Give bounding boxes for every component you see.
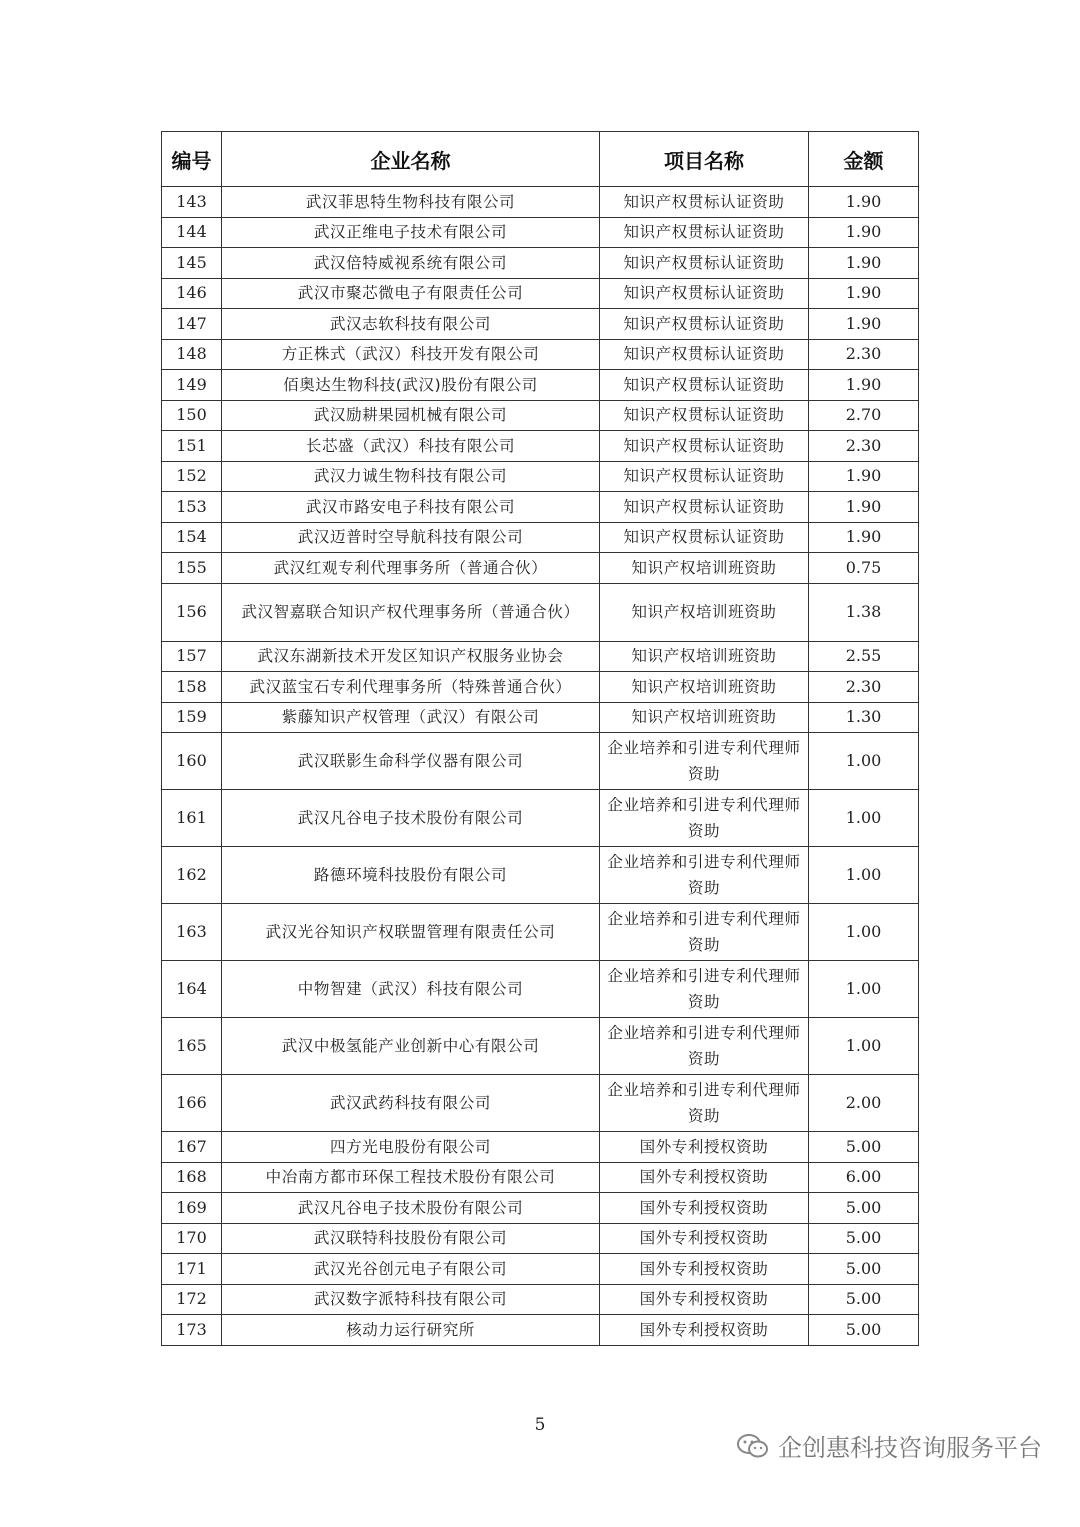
company-name: 武汉武药科技有限公司: [222, 1075, 600, 1132]
amount: 5.00: [809, 1223, 919, 1254]
project-name: 知识产权培训班资助: [600, 672, 809, 703]
company-name: 武汉中极氢能产业创新中心有限公司: [222, 1018, 600, 1075]
company-name: 武汉红观专利代理事务所（普通合伙）: [222, 553, 600, 584]
company-name: 武汉光谷创元电子有限公司: [222, 1254, 600, 1285]
amount: 2.70: [809, 400, 919, 431]
row-number: 168: [162, 1162, 222, 1193]
project-name: 知识产权贯标认证资助: [600, 370, 809, 401]
row-number: 164: [162, 961, 222, 1018]
company-name: 武汉联特科技股份有限公司: [222, 1223, 600, 1254]
table-row: [162, 1075, 919, 1132]
table-row: [162, 370, 919, 401]
amount: 1.00: [809, 790, 919, 847]
row-number: 171: [162, 1254, 222, 1285]
company-name: 长芯盛（武汉）科技有限公司: [222, 431, 600, 462]
amount: 1.90: [809, 248, 919, 279]
amount: 1.00: [809, 847, 919, 904]
company-name: 武汉联影生命科学仪器有限公司: [222, 733, 600, 790]
project-name: 知识产权培训班资助: [600, 702, 809, 733]
company-name: 武汉市聚芯微电子有限责任公司: [222, 278, 600, 309]
amount: 1.90: [809, 309, 919, 340]
company-name: 方正株式（武汉）科技开发有限公司: [222, 339, 600, 370]
amount: 1.00: [809, 904, 919, 961]
amount: 5.00: [809, 1254, 919, 1285]
project-name: 知识产权培训班资助: [600, 583, 809, 641]
row-number: 166: [162, 1075, 222, 1132]
row-number: 153: [162, 492, 222, 523]
amount: 1.90: [809, 278, 919, 309]
row-number: 144: [162, 217, 222, 248]
amount: 1.90: [809, 492, 919, 523]
company-name: 武汉志软科技有限公司: [222, 309, 600, 340]
row-number: 152: [162, 461, 222, 492]
project-name: 企业培养和引进专利代理师资助: [600, 790, 809, 847]
company-name: 紫藤知识产权管理（武汉）有限公司: [222, 702, 600, 733]
project-name: 企业培养和引进专利代理师资助: [600, 1075, 809, 1132]
row-number: 170: [162, 1223, 222, 1254]
row-number: 159: [162, 702, 222, 733]
amount: 2.00: [809, 1075, 919, 1132]
table-row: [162, 702, 919, 733]
watermark: [736, 1428, 1042, 1463]
project-name: 知识产权培训班资助: [600, 553, 809, 584]
row-number: 167: [162, 1132, 222, 1163]
table-row: [162, 1162, 919, 1193]
table-row: [162, 309, 919, 340]
project-name: 企业培养和引进专利代理师资助: [600, 961, 809, 1018]
amount: 2.30: [809, 431, 919, 462]
row-number: 158: [162, 672, 222, 703]
company-name: 路德环境科技股份有限公司: [222, 847, 600, 904]
project-name: 国外专利授权资助: [600, 1132, 809, 1163]
header-project: 项目名称: [600, 132, 809, 187]
amount: 1.90: [809, 187, 919, 218]
amount: 5.00: [809, 1193, 919, 1224]
company-name: 武汉倍特威视系统有限公司: [222, 248, 600, 279]
amount: 2.30: [809, 672, 919, 703]
company-name: 武汉迈普时空导航科技有限公司: [222, 522, 600, 553]
amount: 1.90: [809, 461, 919, 492]
row-number: 157: [162, 641, 222, 672]
amount: 2.30: [809, 339, 919, 370]
subsidy-table: [161, 131, 919, 1346]
table-row: [162, 187, 919, 218]
project-name: 知识产权贯标认证资助: [600, 309, 809, 340]
table-row: [162, 522, 919, 553]
project-name: 知识产权贯标认证资助: [600, 248, 809, 279]
company-name: 武汉菲思特生物科技有限公司: [222, 187, 600, 218]
table-row: [162, 1284, 919, 1315]
project-name: 知识产权贯标认证资助: [600, 431, 809, 462]
company-name: 武汉市路安电子科技有限公司: [222, 492, 600, 523]
amount: 1.38: [809, 583, 919, 641]
table-row: [162, 553, 919, 584]
table-row: [162, 733, 919, 790]
amount: 1.00: [809, 961, 919, 1018]
company-name: 四方光电股份有限公司: [222, 1132, 600, 1163]
row-number: 163: [162, 904, 222, 961]
amount: 1.30: [809, 702, 919, 733]
project-name: 知识产权贯标认证资助: [600, 339, 809, 370]
table-row: [162, 248, 919, 279]
table-row: [162, 790, 919, 847]
table-row: [162, 400, 919, 431]
project-name: 国外专利授权资助: [600, 1223, 809, 1254]
project-name: 企业培养和引进专利代理师资助: [600, 904, 809, 961]
watermark-text: 企创惠科技咨询服务平台: [778, 1434, 1042, 1462]
row-number: 172: [162, 1284, 222, 1315]
table-row: [162, 278, 919, 309]
row-number: 148: [162, 339, 222, 370]
project-name: 知识产权贯标认证资助: [600, 278, 809, 309]
project-name: 知识产权贯标认证资助: [600, 522, 809, 553]
company-name: 武汉智嘉联合知识产权代理事务所（普通合伙）: [222, 583, 600, 641]
row-number: 150: [162, 400, 222, 431]
table-row: [162, 847, 919, 904]
amount: 5.00: [809, 1315, 919, 1346]
company-name: 武汉东湖新技术开发区知识产权服务业协会: [222, 641, 600, 672]
project-name: 知识产权贯标认证资助: [600, 492, 809, 523]
row-number: 145: [162, 248, 222, 279]
row-number: 162: [162, 847, 222, 904]
company-name: 中冶南方都市环保工程技术股份有限公司: [222, 1162, 600, 1193]
amount: 1.00: [809, 1018, 919, 1075]
table-row: [162, 217, 919, 248]
amount: 6.00: [809, 1162, 919, 1193]
row-number: 161: [162, 790, 222, 847]
company-name: 武汉力诚生物科技有限公司: [222, 461, 600, 492]
table-row: [162, 583, 919, 641]
table-row: [162, 339, 919, 370]
table-row: [162, 1254, 919, 1285]
header-amount: 金额: [809, 132, 919, 187]
project-name: 知识产权贯标认证资助: [600, 187, 809, 218]
row-number: 154: [162, 522, 222, 553]
row-number: 149: [162, 370, 222, 401]
amount: 1.90: [809, 522, 919, 553]
table-row: [162, 641, 919, 672]
table-row: [162, 1132, 919, 1163]
project-name: 知识产权贯标认证资助: [600, 217, 809, 248]
table-row: [162, 672, 919, 703]
company-name: 中物智建（武汉）科技有限公司: [222, 961, 600, 1018]
header-company: 企业名称: [222, 132, 600, 187]
company-name: 核动力运行研究所: [222, 1315, 600, 1346]
table-row: [162, 1315, 919, 1346]
amount: 5.00: [809, 1132, 919, 1163]
wechat-icon: [736, 1432, 770, 1460]
amount: 1.00: [809, 733, 919, 790]
table-row: [162, 1018, 919, 1075]
table-header-row: [162, 132, 919, 187]
company-name: 武汉数字派特科技有限公司: [222, 1284, 600, 1315]
company-name: 武汉正维电子技术有限公司: [222, 217, 600, 248]
company-name: 武汉凡谷电子技术股份有限公司: [222, 790, 600, 847]
table-row: [162, 1193, 919, 1224]
row-number: 147: [162, 309, 222, 340]
company-name: 武汉励耕果园机械有限公司: [222, 400, 600, 431]
amount: 0.75: [809, 553, 919, 584]
page-number: 5: [534, 1415, 546, 1435]
company-name: 佰奥达生物科技(武汉)股份有限公司: [222, 370, 600, 401]
project-name: 企业培养和引进专利代理师资助: [600, 847, 809, 904]
row-number: 155: [162, 553, 222, 584]
table-row: [162, 461, 919, 492]
project-name: 国外专利授权资助: [600, 1284, 809, 1315]
project-name: 企业培养和引进专利代理师资助: [600, 1018, 809, 1075]
row-number: 151: [162, 431, 222, 462]
table-row: [162, 431, 919, 462]
project-name: 知识产权贯标认证资助: [600, 461, 809, 492]
row-number: 143: [162, 187, 222, 218]
project-name: 知识产权培训班资助: [600, 641, 809, 672]
project-name: 国外专利授权资助: [600, 1254, 809, 1285]
project-name: 国外专利授权资助: [600, 1193, 809, 1224]
project-name: 国外专利授权资助: [600, 1315, 809, 1346]
row-number: 169: [162, 1193, 222, 1224]
table-row: [162, 1223, 919, 1254]
company-name: 武汉光谷知识产权联盟管理有限责任公司: [222, 904, 600, 961]
table-row: [162, 961, 919, 1018]
project-name: 企业培养和引进专利代理师资助: [600, 733, 809, 790]
row-number: 165: [162, 1018, 222, 1075]
row-number: 160: [162, 733, 222, 790]
amount: 1.90: [809, 370, 919, 401]
header-number: 编号: [162, 132, 222, 187]
company-name: 武汉凡谷电子技术股份有限公司: [222, 1193, 600, 1224]
amount: 5.00: [809, 1284, 919, 1315]
amount: 2.55: [809, 641, 919, 672]
row-number: 173: [162, 1315, 222, 1346]
table-row: [162, 904, 919, 961]
row-number: 156: [162, 583, 222, 641]
company-name: 武汉蓝宝石专利代理事务所（特殊普通合伙）: [222, 672, 600, 703]
table-row: [162, 492, 919, 523]
project-name: 知识产权贯标认证资助: [600, 400, 809, 431]
row-number: 146: [162, 278, 222, 309]
project-name: 国外专利授权资助: [600, 1162, 809, 1193]
amount: 1.90: [809, 217, 919, 248]
